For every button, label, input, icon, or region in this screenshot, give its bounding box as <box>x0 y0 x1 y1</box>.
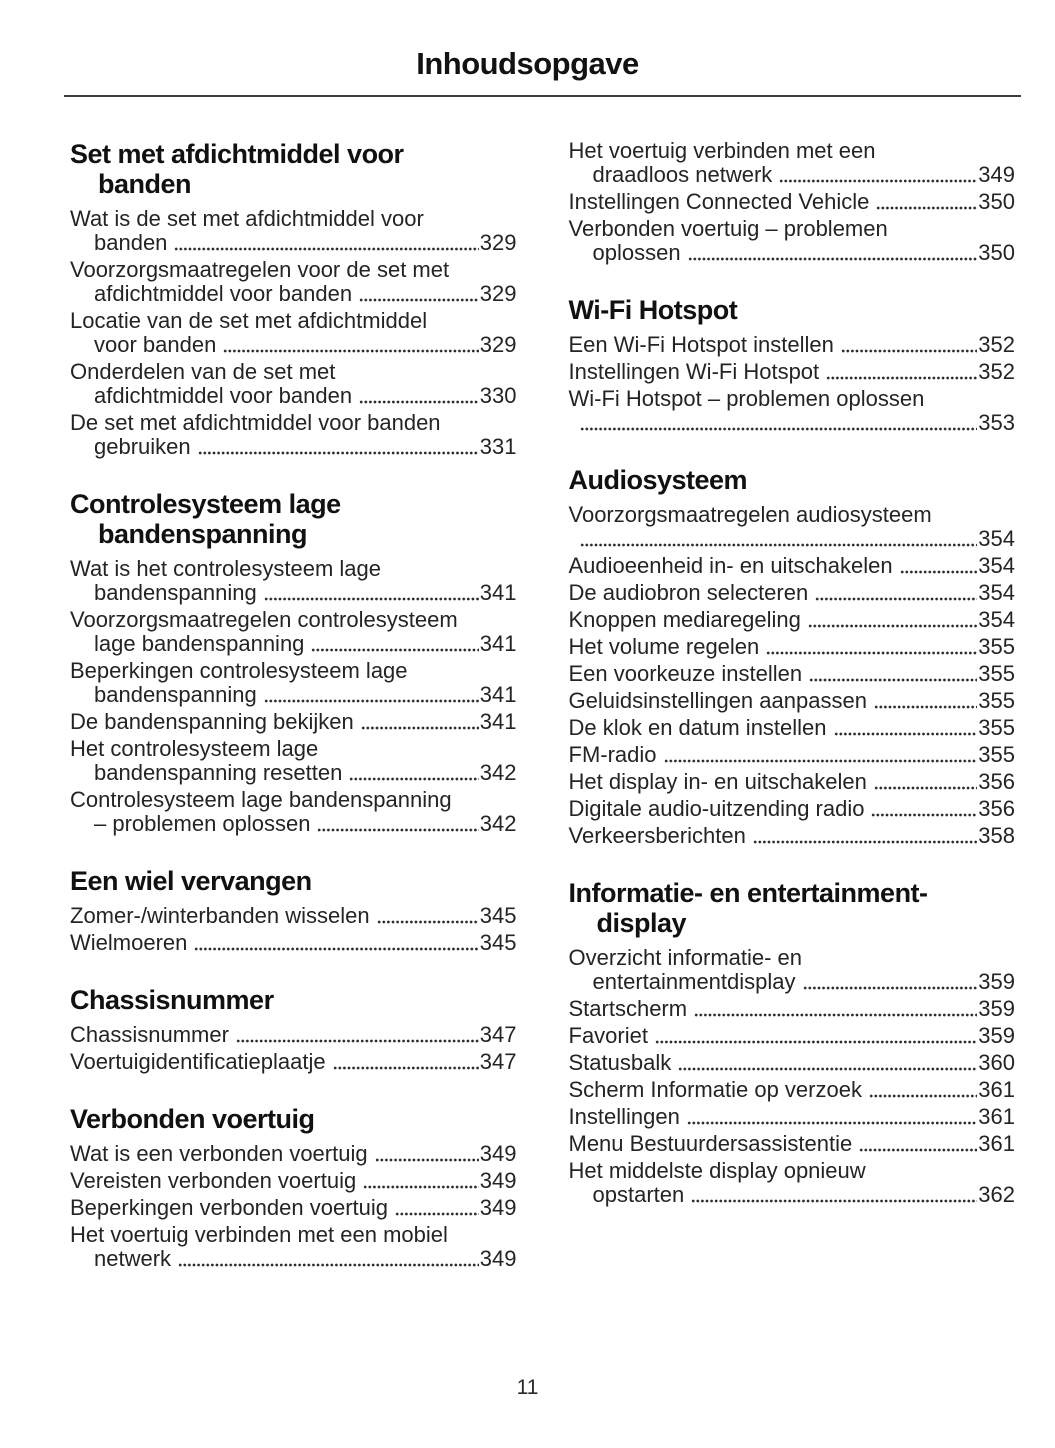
entry-page-number: 356 <box>978 769 1015 794</box>
entry-last-line <box>569 716 1016 740</box>
toc-entry <box>70 608 517 656</box>
section-heading-line: Audiosysteem <box>568 465 748 495</box>
entry-last-line <box>70 761 517 785</box>
entry-text: Het volume regelen <box>568 634 760 659</box>
section-heading <box>70 139 517 199</box>
toc-entry <box>70 1142 517 1166</box>
entry-text: Startscherm <box>568 996 688 1021</box>
entry-last-line <box>569 1078 1016 1102</box>
entry-text-line: Beperkingen controlesysteem lage <box>70 658 408 683</box>
entry-last-line <box>569 411 1016 435</box>
entry-text: FM-radio <box>568 742 657 767</box>
entry-text: Instellingen <box>568 1104 680 1129</box>
entry-page-number: 361 <box>978 1131 1015 1156</box>
dot-leader <box>236 1038 479 1044</box>
entry-page-number: 341 <box>479 580 517 605</box>
entry-last-line <box>70 632 517 656</box>
section-heading-line: Set met afdichtmiddel voor <box>70 139 404 169</box>
toc-entry <box>569 743 1016 767</box>
entry-text-line: Wat is de set met afdichtmiddel voor <box>70 206 424 231</box>
entry-last-line <box>569 360 1016 384</box>
toc-entry <box>70 1023 517 1047</box>
entry-text-line: Het middelste display opnieuw <box>568 1158 866 1183</box>
dot-leader <box>359 399 479 405</box>
dot-leader <box>874 785 977 791</box>
toc-entry <box>70 1223 517 1271</box>
dot-leader <box>874 704 977 710</box>
dot-leader <box>678 1066 977 1072</box>
entry-text: Beperkingen verbonden voertuig <box>70 1195 389 1220</box>
page-number: 11 <box>516 1376 539 1399</box>
dot-leader <box>779 178 977 184</box>
entry-page-number: 361 <box>978 1077 1015 1102</box>
entry-page-number: 350 <box>978 240 1015 265</box>
entry-last-line <box>569 1051 1016 1075</box>
dot-leader <box>311 647 478 653</box>
toc-entry <box>70 1169 517 1193</box>
entry-last-line <box>569 1183 1016 1207</box>
entry-text: Favoriet <box>568 1023 648 1048</box>
toc-entry <box>70 411 517 459</box>
dot-leader <box>580 426 978 432</box>
dot-leader <box>688 256 978 262</box>
toc-entry <box>569 360 1016 384</box>
entry-last-line <box>569 527 1016 551</box>
entry-last-line <box>569 997 1016 1021</box>
dot-leader <box>375 1157 479 1163</box>
entry-text: netwerk <box>94 1246 172 1271</box>
toc-column-right <box>569 139 1016 1210</box>
entry-page-number: 362 <box>978 1182 1015 1207</box>
toc-entry <box>70 659 517 707</box>
section-heading <box>569 295 1016 325</box>
section-heading <box>569 878 1016 938</box>
toc-entry <box>569 797 1016 821</box>
dot-leader <box>377 919 479 925</box>
section-heading-line: bandenspanning <box>98 519 307 549</box>
entry-last-line <box>70 1050 517 1074</box>
section-heading-line: Controlesysteem lage <box>70 489 341 519</box>
dot-leader <box>834 731 978 737</box>
entry-page-number: 349 <box>479 1141 517 1166</box>
dot-leader <box>766 650 977 656</box>
entry-last-line <box>569 581 1016 605</box>
entry-last-line <box>569 608 1016 632</box>
entry-text-line: Het voertuig verbinden met een mobiel <box>70 1222 448 1247</box>
entry-page-number: 349 <box>479 1195 517 1220</box>
entry-text: Vereisten verbonden voertuig <box>70 1168 357 1193</box>
toc-section <box>70 1104 517 1271</box>
entry-last-line <box>70 710 517 734</box>
entry-last-line <box>70 904 517 928</box>
dot-leader <box>808 623 977 629</box>
toc-entry <box>569 689 1016 713</box>
toc-entry <box>569 1159 1016 1207</box>
section-heading <box>70 489 517 549</box>
toc-entry <box>569 1105 1016 1129</box>
page-title: Inhoudsopgave <box>416 46 639 81</box>
dot-leader <box>174 246 478 252</box>
entry-page-number: 359 <box>978 996 1015 1021</box>
entry-page-number: 331 <box>479 434 517 459</box>
entry-text: Wat is een verbonden voertuig <box>70 1141 368 1166</box>
dot-leader <box>194 946 478 952</box>
entry-page-number: 354 <box>978 526 1015 551</box>
entry-text: draadloos netwerk <box>592 162 773 187</box>
toc-entry <box>569 1051 1016 1075</box>
entry-text: gebruiken <box>94 434 191 459</box>
dot-leader <box>264 698 479 704</box>
entry-page-number: 353 <box>978 410 1015 435</box>
entry-text: Wielmoeren <box>70 930 188 955</box>
toc-entry <box>569 139 1016 187</box>
toc-entry <box>70 557 517 605</box>
toc-entry <box>569 1132 1016 1156</box>
dot-leader <box>871 812 977 818</box>
dot-leader <box>264 596 479 602</box>
entry-last-line <box>569 333 1016 357</box>
toc-entry <box>70 788 517 836</box>
entry-last-line <box>569 970 1016 994</box>
toc-entry <box>569 1024 1016 1048</box>
section-heading <box>70 1104 517 1134</box>
entry-text-line: Overzicht informatie- en <box>568 945 803 970</box>
entry-page-number: 329 <box>479 230 517 255</box>
toc-section <box>70 139 517 459</box>
entry-text: opstarten <box>592 1182 685 1207</box>
entry-last-line <box>569 163 1016 187</box>
toc-section <box>569 139 1016 265</box>
entry-page-number: 356 <box>978 796 1015 821</box>
dot-leader <box>900 569 978 575</box>
section-heading-line: display <box>596 908 687 938</box>
entry-last-line <box>569 689 1016 713</box>
section-heading <box>569 465 1016 495</box>
entry-page-number: 329 <box>479 332 517 357</box>
entry-text: Knoppen mediaregeling <box>568 607 801 632</box>
entry-last-line <box>569 1105 1016 1129</box>
entry-text: Geluidsinstellingen aanpassen <box>568 688 867 713</box>
entry-text: Audioeenheid in- en uitschakelen <box>568 553 893 578</box>
page-footer <box>0 1376 1055 1400</box>
entry-text: voor banden <box>94 332 217 357</box>
toc-entry <box>569 387 1016 435</box>
entry-text: De klok en datum instellen <box>568 715 827 740</box>
entry-page-number: 342 <box>479 811 517 836</box>
dot-leader <box>691 1198 977 1204</box>
dot-leader <box>664 758 978 764</box>
toc-entry <box>70 904 517 928</box>
entry-page-number: 345 <box>479 903 517 928</box>
toc-columns <box>0 97 1055 1274</box>
toc-entry <box>569 770 1016 794</box>
entry-page-number: 355 <box>978 634 1015 659</box>
entry-text: afdichtmiddel voor banden <box>94 281 353 306</box>
entry-last-line <box>569 662 1016 686</box>
toc-entry <box>70 258 517 306</box>
toc-entry <box>70 931 517 955</box>
dot-leader <box>359 297 479 303</box>
toc-entry <box>569 716 1016 740</box>
entry-page-number: 359 <box>978 969 1015 994</box>
entry-last-line <box>70 282 517 306</box>
dot-leader <box>580 542 978 548</box>
section-heading-line: Verbonden voertuig <box>70 1104 315 1134</box>
entry-text: Menu Bestuurdersassistentie <box>568 1131 853 1156</box>
dot-leader <box>826 375 977 381</box>
entry-text: Verkeersberichten <box>568 823 746 848</box>
page-header <box>0 0 1055 97</box>
dot-leader <box>694 1012 977 1018</box>
dot-leader <box>803 985 978 991</box>
entry-text: Instellingen Connected Vehicle <box>568 189 870 214</box>
entry-text: Instellingen Wi-Fi Hotspot <box>568 359 820 384</box>
entry-last-line <box>569 1132 1016 1156</box>
toc-entry <box>569 190 1016 214</box>
entry-text: Een voorkeuze instellen <box>568 661 803 686</box>
section-heading-line: Chassisnummer <box>70 985 274 1015</box>
entry-text: entertainmentdisplay <box>592 969 796 994</box>
entry-text: bandenspanning <box>94 580 257 605</box>
entry-page-number: 360 <box>978 1050 1015 1075</box>
entry-text-line: Het voertuig verbinden met een <box>568 138 876 163</box>
toc-section <box>70 985 517 1074</box>
dot-leader <box>349 776 478 782</box>
entry-text-line: Locatie van de set met afdichtmiddel <box>70 308 428 333</box>
entry-text: bandenspanning resetten <box>94 760 343 785</box>
toc-section <box>569 878 1016 1207</box>
entry-last-line <box>569 635 1016 659</box>
entry-page-number: 354 <box>978 580 1015 605</box>
section-heading <box>70 985 517 1015</box>
entry-page-number: 355 <box>978 715 1015 740</box>
entry-page-number: 350 <box>978 189 1015 214</box>
dot-leader <box>361 725 479 731</box>
dot-leader <box>815 596 977 602</box>
entry-text: Chassisnummer <box>70 1022 229 1047</box>
entry-text: De audiobron selecteren <box>568 580 809 605</box>
entry-last-line <box>70 1023 517 1047</box>
entry-last-line <box>70 333 517 357</box>
entry-text: Voertuigidentificatieplaatje <box>70 1049 326 1074</box>
entry-last-line <box>569 824 1016 848</box>
entry-text-line: Wat is het controlesysteem lage <box>70 556 381 581</box>
toc-entry <box>569 662 1016 686</box>
toc-entry <box>569 997 1016 1021</box>
toc-entry <box>569 824 1016 848</box>
entry-last-line <box>569 190 1016 214</box>
entry-last-line <box>569 1024 1016 1048</box>
entry-page-number: 349 <box>479 1168 517 1193</box>
entry-page-number: 354 <box>978 553 1015 578</box>
entry-text: Een Wi-Fi Hotspot instellen <box>568 332 834 357</box>
entry-page-number: 341 <box>479 709 517 734</box>
toc-column-left <box>70 139 517 1274</box>
entry-page-number: 345 <box>479 930 517 955</box>
entry-text-line: Voorzorgsmaatregelen voor de set met <box>70 257 450 282</box>
toc-entry <box>569 503 1016 551</box>
entry-last-line <box>70 231 517 255</box>
entry-page-number: 352 <box>978 332 1015 357</box>
entry-text-line: Verbonden voertuig – problemen <box>568 216 888 241</box>
toc-section <box>70 866 517 955</box>
entry-text: Zomer-/winterbanden wisselen <box>70 903 370 928</box>
entry-text: bandenspanning <box>94 682 257 707</box>
dot-leader <box>687 1120 977 1126</box>
dot-leader <box>876 205 977 211</box>
entry-page-number: 355 <box>978 661 1015 686</box>
toc-entry <box>569 333 1016 357</box>
toc-entry <box>569 581 1016 605</box>
toc-entry <box>569 554 1016 578</box>
entry-page-number: 355 <box>978 742 1015 767</box>
toc-entry <box>70 737 517 785</box>
toc-entry <box>70 1196 517 1220</box>
entry-last-line <box>70 683 517 707</box>
entry-page-number: 341 <box>479 631 517 656</box>
toc-entry <box>70 710 517 734</box>
entry-page-number: 341 <box>479 682 517 707</box>
entry-last-line <box>70 581 517 605</box>
dot-leader <box>395 1211 479 1217</box>
toc-entry <box>569 946 1016 994</box>
entry-last-line <box>70 384 517 408</box>
toc-entry <box>70 360 517 408</box>
entry-text-line: Het controlesysteem lage <box>70 736 319 761</box>
dot-leader <box>809 677 977 683</box>
entry-text: lage bandenspanning <box>94 631 305 656</box>
dot-leader <box>655 1039 977 1045</box>
entry-text: oplossen <box>592 240 681 265</box>
section-heading-line: banden <box>98 169 192 199</box>
entry-text-line: Wi-Fi Hotspot – problemen oplossen <box>568 386 925 411</box>
entry-last-line <box>70 1247 517 1271</box>
entry-page-number: 330 <box>479 383 517 408</box>
toc-section <box>70 489 517 836</box>
toc-section <box>569 295 1016 435</box>
entry-page-number: 347 <box>479 1022 517 1047</box>
entry-page-number: 352 <box>978 359 1015 384</box>
entry-text-line: Voorzorgsmaatregelen controlesysteem <box>70 607 458 632</box>
entry-page-number: 355 <box>978 688 1015 713</box>
section-heading-line: Wi-Fi Hotspot <box>568 295 738 325</box>
entry-text: – problemen oplossen <box>94 811 311 836</box>
entry-text-line: De set met afdichtmiddel voor banden <box>70 410 441 435</box>
entry-last-line <box>70 931 517 955</box>
entry-last-line <box>569 770 1016 794</box>
entry-last-line <box>70 1169 517 1193</box>
entry-page-number: 342 <box>479 760 517 785</box>
entry-last-line <box>569 797 1016 821</box>
section-heading <box>70 866 517 896</box>
toc-entry <box>70 309 517 357</box>
toc-entry <box>569 635 1016 659</box>
entry-last-line <box>569 554 1016 578</box>
section-heading-line: Een wiel vervangen <box>70 866 312 896</box>
dot-leader <box>333 1065 479 1071</box>
dot-leader <box>317 827 478 833</box>
toc-entry <box>70 1050 517 1074</box>
entry-text: Digitale audio-uitzending radio <box>568 796 865 821</box>
entry-last-line <box>70 1142 517 1166</box>
entry-page-number: 361 <box>978 1104 1015 1129</box>
entry-last-line <box>569 743 1016 767</box>
entry-last-line <box>70 435 517 459</box>
entry-text: Statusbalk <box>568 1050 672 1075</box>
toc-section <box>569 465 1016 848</box>
entry-text-line: Controlesysteem lage bandenspanning <box>70 787 452 812</box>
dot-leader <box>869 1093 977 1099</box>
dot-leader <box>198 450 479 456</box>
entry-text: Het display in- en uitschakelen <box>568 769 867 794</box>
entry-text: afdichtmiddel voor banden <box>94 383 353 408</box>
toc-entry <box>569 1078 1016 1102</box>
entry-text: De bandenspanning bekijken <box>70 709 354 734</box>
dot-leader <box>859 1147 977 1153</box>
entry-page-number: 347 <box>479 1049 517 1074</box>
dot-leader <box>223 348 478 354</box>
entry-last-line <box>70 812 517 836</box>
entry-page-number: 359 <box>978 1023 1015 1048</box>
entry-page-number: 354 <box>978 607 1015 632</box>
entry-text: Scherm Informatie op verzoek <box>568 1077 862 1102</box>
entry-page-number: 329 <box>479 281 517 306</box>
entry-page-number: 358 <box>978 823 1015 848</box>
toc-entry <box>569 217 1016 265</box>
dot-leader <box>841 348 977 354</box>
toc-entry <box>569 608 1016 632</box>
dot-leader <box>178 1262 479 1268</box>
entry-page-number: 349 <box>479 1246 517 1271</box>
entry-last-line <box>70 1196 517 1220</box>
entry-text-line: Onderdelen van de set met <box>70 359 336 384</box>
toc-entry <box>70 207 517 255</box>
entry-text-line: Voorzorgsmaatregelen audiosysteem <box>568 502 932 527</box>
entry-last-line <box>569 241 1016 265</box>
entry-page-number: 349 <box>978 162 1015 187</box>
dot-leader <box>363 1184 479 1190</box>
section-heading-line: Informatie- en entertainment- <box>568 878 928 908</box>
dot-leader <box>753 839 977 845</box>
entry-text: banden <box>94 230 168 255</box>
